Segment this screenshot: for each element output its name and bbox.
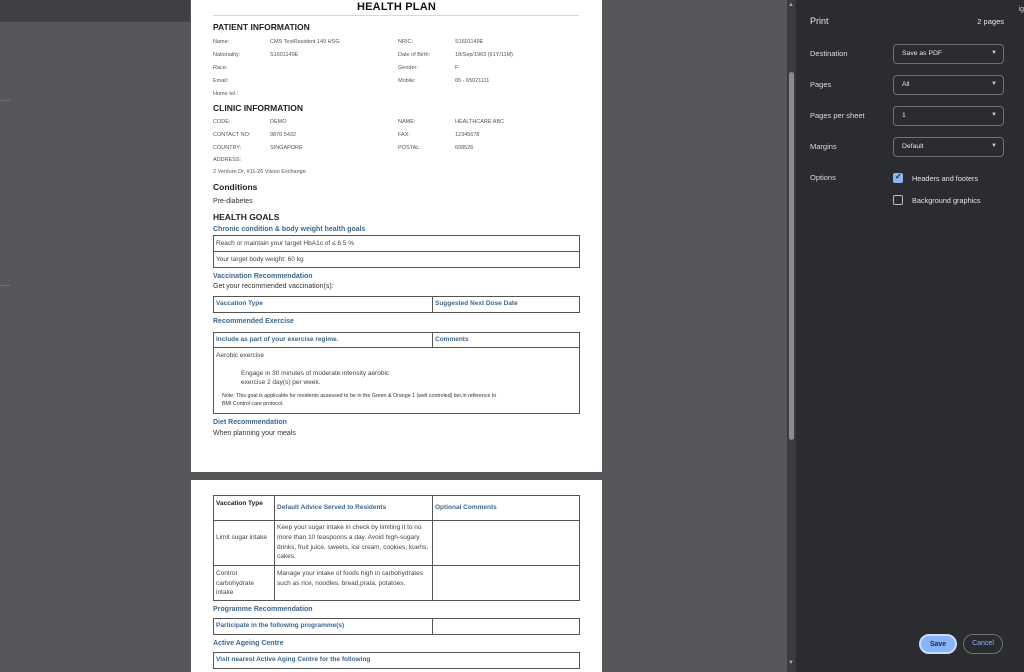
margins-value: Default: [902, 143, 924, 150]
table-header: Vaccation Type: [216, 500, 263, 507]
table-header: Participate in the following programme(s): [216, 622, 345, 629]
exercise-note: BMI Control care protocol.: [222, 401, 284, 407]
title-divider: [213, 15, 579, 16]
field-label: POSTAL:: [398, 145, 421, 151]
exercise-detail: Engage in 30 minutes of moderate intensity aerobic: [241, 370, 390, 377]
exercise-detail: exercise 2 day(s) per week.: [241, 379, 321, 386]
document-title: HEALTH PLAN: [357, 1, 436, 13]
table-divider: [432, 495, 433, 601]
destination-label: Destination: [810, 49, 848, 58]
clinic-info-heading: CLINIC INFORMATION: [213, 103, 304, 113]
exercise-item: Aerobic exercise: [216, 352, 265, 359]
conditions-value: Pre-diabetes: [213, 198, 253, 205]
chevron-down-icon: ▼: [991, 81, 997, 87]
diet-type: Control carbohydrate intake: [216, 570, 254, 596]
pages-per-sheet-select[interactable]: [893, 106, 1004, 126]
edge-text: ig: [1018, 6, 1024, 13]
aac-heading: Active Ageing Centre: [213, 640, 284, 647]
table-header: Default Advice Served to Residents: [277, 504, 387, 511]
margins-select[interactable]: [893, 137, 1004, 157]
options-label: Options: [810, 173, 836, 182]
headers-footers-label[interactable]: Headers and footers: [912, 174, 979, 183]
table-divider: [432, 618, 433, 635]
print-settings-panel: [796, 0, 1024, 672]
health-goals-heading: HEALTH GOALS: [213, 212, 280, 222]
vaccination-text: Get your recommended vaccination(s):: [213, 283, 334, 290]
diet-type: Limit sugar intake: [216, 534, 267, 541]
field-label: Date of Birth:: [398, 52, 431, 58]
preview-scrollbar-thumb[interactable]: [789, 72, 794, 440]
field-value: 12345678: [455, 132, 480, 138]
scroll-down-icon[interactable]: ▼: [788, 660, 794, 666]
print-title: Print: [810, 16, 829, 26]
field-value: 2 Venture Dr, #11-26 Vision Exchange: [213, 169, 306, 175]
pages-label: Pages: [810, 80, 832, 89]
table-row: Your target body weight: 60 kg: [216, 256, 304, 263]
scroll-up-icon[interactable]: ▲: [788, 2, 794, 8]
field-label: ADDRESS:: [213, 157, 242, 163]
pages-select[interactable]: [893, 75, 1004, 95]
table-header: Visit nearest Active Aging Centre for the following: [216, 656, 371, 663]
field-label: Gender:: [398, 65, 418, 71]
cancel-button[interactable]: Cancel: [963, 634, 1003, 654]
exercise-note: Note: This goal is applicable for residents assessed to be in the Green & Orange 1 (well controled) tier,in reference to: [222, 393, 497, 399]
table-divider: [432, 296, 433, 313]
field-label: Mobile:: [398, 78, 416, 84]
diet-advice: Manage your intake of foods high in carbohydrates such as rice, noodles, bread,prata, potatoes.: [277, 570, 423, 587]
field-value: F: [455, 65, 459, 71]
field-label: NAME:: [398, 119, 416, 125]
preview-page-2: [191, 480, 602, 672]
save-button[interactable]: Save: [919, 634, 957, 654]
programme-heading: Programme Recommendation: [213, 606, 313, 613]
field-value: 9876 5432: [270, 132, 296, 138]
conditions-heading: Conditions: [213, 182, 258, 192]
chevron-down-icon: ▼: [991, 112, 997, 118]
field-value: DEMO: [270, 119, 287, 125]
diet-advice: Keep your sugar intake in check by limiting it to no more than 10 teaspoons a day. Avoid high-sugary drinks, fruit juice, sweets, ice cream, cookies, kuehs, cakes.: [277, 524, 429, 561]
pages-value: All: [902, 81, 910, 88]
table-divider: [213, 520, 580, 521]
exercise-heading: Recommended Exercise: [213, 318, 294, 325]
chevron-down-icon: ▼: [991, 143, 997, 149]
table-header: Comments: [435, 336, 469, 343]
table-divider: [213, 565, 580, 566]
margins-label: Margins: [810, 142, 837, 151]
field-label: Email:: [213, 78, 229, 84]
field-value: S1601149E: [270, 52, 299, 58]
field-value: 65 - 65021111: [455, 78, 490, 84]
destination-value: Save as PDF: [902, 50, 943, 57]
field-label: CODE:: [213, 119, 231, 125]
table-divider: [274, 495, 275, 601]
field-value: CMS TestResident 149 HSG: [270, 39, 340, 45]
field-value: 18/Sep/1963 (61Y/11M): [455, 52, 513, 58]
table-divider: [432, 332, 433, 347]
field-label: Name:: [213, 39, 230, 45]
background-graphics-label[interactable]: Background graphics: [912, 196, 981, 205]
vaccination-table: [213, 296, 580, 313]
destination-select[interactable]: [893, 44, 1004, 64]
field-label: Nationality:: [213, 52, 241, 58]
field-value: S1601149E: [455, 39, 484, 45]
field-label: COUNTRY:: [213, 145, 242, 151]
field-label: Race:: [213, 65, 228, 71]
background-graphics-checkbox[interactable]: [893, 195, 903, 205]
headers-footers-checkbox[interactable]: [893, 173, 903, 183]
pages-per-sheet-label: Pages per sheet: [810, 111, 865, 120]
field-label: NRIC:: [398, 39, 413, 45]
table-divider: [213, 347, 580, 348]
field-value: SINGAPORE: [270, 145, 303, 151]
table-header: Vaccation Type: [216, 300, 263, 307]
patient-info-heading: PATIENT INFORMATION: [213, 22, 310, 32]
field-label: Home tel.:: [213, 91, 239, 97]
table-divider: [213, 251, 580, 252]
pages-per-sheet-value: 1: [902, 112, 906, 119]
diet-text: When planning your meals: [213, 430, 296, 437]
chevron-down-icon: ▼: [991, 50, 997, 56]
preview-page-1: [191, 0, 602, 472]
table-header: Include as part of your exercise regime.: [216, 336, 339, 343]
checkmark-icon: ✓: [895, 172, 902, 181]
field-label: FAX:: [398, 132, 410, 138]
table-header: Optional Comments: [435, 504, 497, 511]
page-count: 2 pages: [977, 17, 1004, 26]
field-label: CONTACT NO:: [213, 132, 251, 138]
field-value: HEALTHCARE ABC: [455, 119, 505, 125]
field-value: 608526: [455, 145, 474, 151]
vaccination-heading: Vaccination Recommendation: [213, 273, 313, 280]
chronic-goals-heading: Chronic condition & body weight health goals: [213, 226, 366, 233]
diet-heading: Diet Recommendation: [213, 419, 287, 426]
table-row: Reach or maintain your target HbA1c of ≤ 6.5 %: [216, 240, 354, 247]
table-header: Suggested Next Dose Date: [435, 300, 518, 307]
